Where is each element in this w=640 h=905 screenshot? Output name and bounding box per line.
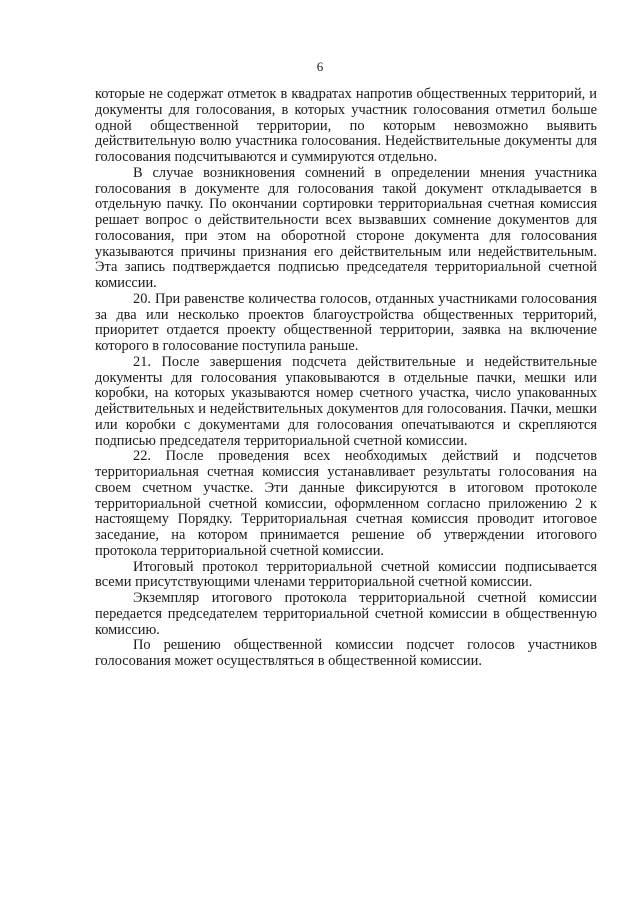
- paragraph-public-commission-count: По решению общественной комиссии подсчет голосов участников голосования может осуществляться в общественной комиссии.: [95, 637, 597, 669]
- document-body: [95, 87, 597, 670]
- paragraph-item-21: 21. После завершения подсчета действительные и недействительные документы для голосования упаковываются в отдельные пачки, мешки или коробки, на которых указываются номер счетного участка, число упакованных действительных и недействительных документов для голосования. Пачки, мешки или коробки с документами для голосования опечатываются и скрепляются подписью председателя территориальной счетной комиссии.: [95, 353, 597, 449]
- paragraph-item-22: 22. После проведения всех необходимых действий и подсчетов территориальная счетная комиссия устанавливает результаты голосования на своем счетном участке. Эти данные фиксируются в итоговом протоколе территориальной счетной комиссии, оформленном согласно приложению 2 к настоящему Порядку. Территориальная счетная комиссия проводит итоговое заседание, на котором принимается решение об утверждении итогового протокола территориальной счетной комиссии.: [95, 448, 597, 559]
- paragraph-protocol-copy: Экземпляр итогового протокола территориальной счетной комиссии передается председателем территориальной счетной комиссии в общественную комиссию.: [95, 590, 597, 638]
- paragraph-doubtful-ballots: В случае возникновения сомнений в определении мнения участника голосования в документе для голосования такой документ откладывается в отдельную пачку. По окончании сортировки территориальная счетная комиссия решает вопрос о действительности всех вызвавших сомнение документов для голосования, при этом на оборотной стороне документа для голосования указываются причины признания его действительным или недействительным. Эта запись подтверждается подписью председателя территориальной счетной комиссии.: [95, 164, 597, 291]
- paragraph-item-20: 20. При равенстве количества голосов, отданных участниками голосования за два или несколько проектов благоустройства общественных территорий, приоритет отдается проекту общественной территории, заявка на включение которого в голосование поступила раньше.: [95, 290, 597, 354]
- paragraph-continuation: которые не содержат отметок в квадратах напротив общественных территорий, и документы для голосования, в которых участник голосования отметил больше одной общественной территории, по которым невозможно выявить действительную волю участника голосования. Недействительные документы для голосования подсчитываются и суммируются отдельно.: [95, 86, 597, 165]
- paragraph-protocol-signing: Итоговый протокол территориальной счетной комиссии подписывается всеми присутствующими членами территориальной счетной комиссии.: [95, 558, 597, 591]
- page-number: 6: [316, 59, 324, 74]
